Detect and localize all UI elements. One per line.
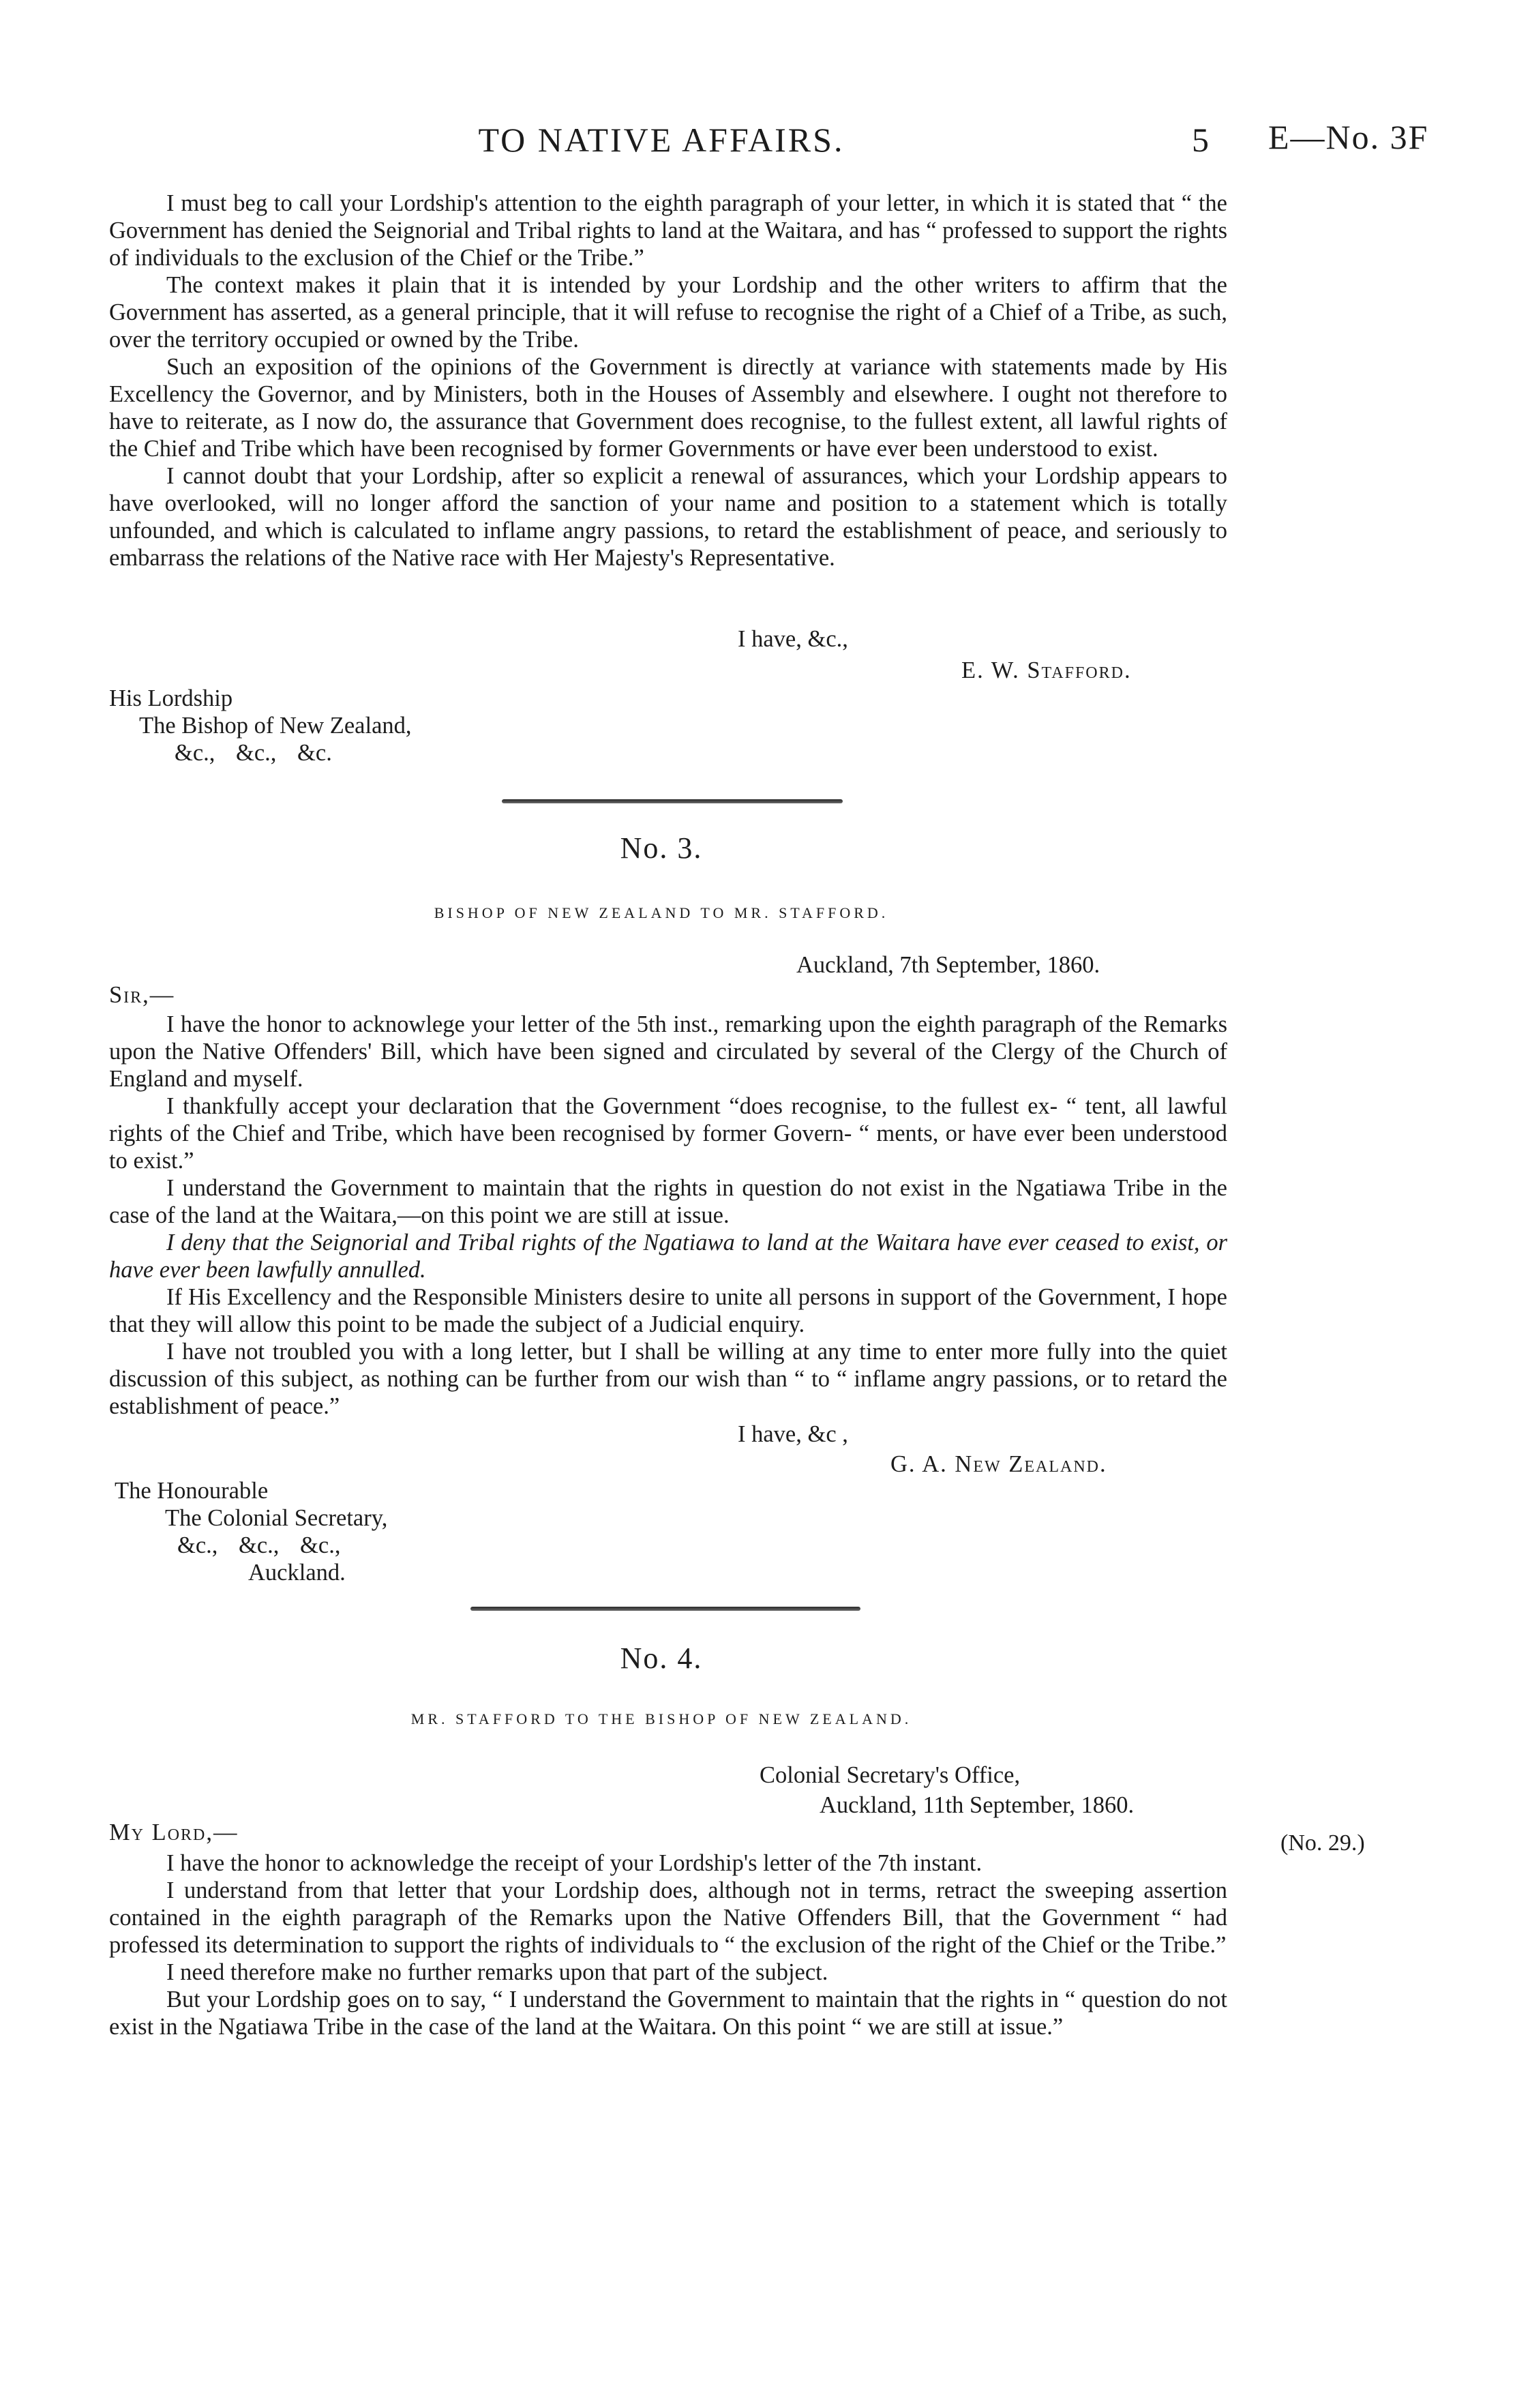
addressee-line: Auckland. <box>248 1560 346 1586</box>
italic-paragraph: I deny that the Seignorial and Tribal rights of the Ngatiawa to land at the Waitara have ever ceased to exist, or have ever been lawfully annulled. <box>109 1230 1227 1283</box>
document-reference: E—No. 3F <box>1268 118 1429 156</box>
addressee-line: His Lordship <box>109 685 233 711</box>
salutation: My Lord,— <box>109 1819 239 1845</box>
signature: E. W. Stafford. <box>961 657 1132 683</box>
paragraph: I cannot doubt that your Lordship, after so explicit a renewal of assurances, which your Lordship appears to have overlooked, will no longer afford the sanction of your name and position to a statement which is totally unfounded, and which is calculated to inflame angry passions, to retard the establishment of peace, and seriously to embarrass the relations of the Native race with Her Majesty's Representative. <box>109 463 1227 571</box>
paragraph: I have not troubled you with a long letter, but I shall be willing at any time to enter more fully into the quiet discussion of this subject, as nothing can be further from our wish than “ to “ inflame angry passions, or to retard the establishment of peace.” <box>109 1339 1227 1419</box>
paragraph: I must beg to call your Lordship's attention to the eighth paragraph of your letter, in which it is stated that “ the Government has denied the Seignorial and Tribal rights to land at the Waitara, and has “ professed to support the rights of individuals to the exclusion of the Chief or the Tribe.” <box>109 190 1227 271</box>
place-date: Auckland, 11th September, 1860. <box>820 1792 1135 1818</box>
addressee-line: The Honourable <box>115 1478 269 1504</box>
addressee-block <box>115 1477 387 1586</box>
paragraph: But your Lordship goes on to say, “ I understand the Government to maintain that the rights in “ question do not exist in the Ngatiawa Tribe in the case of the land at the Waitara. On this point “ we are still at issue.” <box>109 1987 1227 2040</box>
addressee-line: &c., &c., &c., <box>177 1532 341 1558</box>
letter2-body <box>109 190 1227 571</box>
letter-heading: MR. STAFFORD TO THE BISHOP OF NEW ZEALAND. <box>410 1710 912 1727</box>
letter-heading: BISHOP OF NEW ZEALAND TO MR. STAFFORD. <box>434 904 889 921</box>
salutation: Sir,— <box>109 982 175 1008</box>
office-line: Colonial Secretary's Office, <box>760 1762 1021 1788</box>
closing: I have, &c., <box>738 626 848 652</box>
paragraph: I have the honor to acknowledge the receipt of your Lordship's letter of the 7th instant. <box>166 1850 982 1876</box>
paragraph: I understand the Government to maintain that the rights in question do not exist in the Ngatiawa Tribe in the case of the land at the Waitara,—on this point we are still at issue. <box>109 1175 1227 1228</box>
paragraph: I understand from that letter that your Lordship does, although not in terms, retract the sweeping assertion contained in the eighth paragraph of the Remarks upon the Native Offenders Bill, that the Government “ had professed its determination to support the rights of individuals to “ the exclusion of the right of the Chief or the Tribe.” <box>109 1877 1227 1958</box>
addressee-line: &c., &c., &c. <box>175 740 332 766</box>
paragraph: I need therefore make no further remarks upon that part of the subject. <box>166 1959 828 1985</box>
addressee-block <box>109 685 412 767</box>
section-divider <box>502 799 843 803</box>
signature: G. A. New Zealand. <box>890 1451 1107 1477</box>
paragraph: If His Excellency and the Responsible Ministers desire to unite all persons in support of the Government, I hope that they will allow this point to be made the subject of a Judicial enquiry. <box>109 1284 1227 1337</box>
letter4-body <box>109 1849 1227 2040</box>
paragraph: Such an exposition of the opinions of the Government is directly at variance with statements made by His Excellency the Governor, and by Ministers, both in the Houses of Assembly and elsewhere. I ought not therefore to have to reiterate, as I now do, the assurance that Government does recognise, to the fullest extent, all lawful rights of the Chief and Tribe which have been recognised by former Governments or have ever been understood to exist. <box>109 354 1227 462</box>
margin-note: (No. 29.) <box>1280 1830 1365 1856</box>
letter-number: No. 3. <box>620 831 703 865</box>
paragraph: I have the honor to acknowlege your letter of the 5th inst., remarking upon the eighth paragraph of the Remarks upon the Native Offenders' Bill, which have been signed and circulated by several of the Clergy of the Church of England and myself. <box>109 1011 1227 1092</box>
letter3-body <box>109 1011 1227 1420</box>
letter-number: No. 4. <box>620 1641 703 1675</box>
addressee-line: The Bishop of New Zealand, <box>139 713 412 739</box>
page-number: 5 <box>1192 121 1209 159</box>
paragraph: I thankfully accept your declaration that the Government “does recognise, to the fullest ex- “ tent, all lawful rights of the Chief and Tribe, which have been recognised by former Govern- “ ments, or have ever been understood to exist.” <box>109 1093 1227 1174</box>
place-date: Auckland, 7th September, 1860. <box>796 952 1100 978</box>
paragraph: The context makes it plain that it is intended by your Lordship and the other writers to affirm that the Government has asserted, as a general principle, that it will refuse to recognise the right of a Chief of a Tribe, as such, over the territory occupied or owned by the Tribe. <box>109 272 1227 353</box>
addressee-line: The Colonial Secretary, <box>165 1505 388 1531</box>
closing: I have, &c , <box>738 1421 848 1447</box>
running-header-title: TO NATIVE AFFAIRS. <box>478 121 845 159</box>
section-divider <box>470 1607 860 1611</box>
